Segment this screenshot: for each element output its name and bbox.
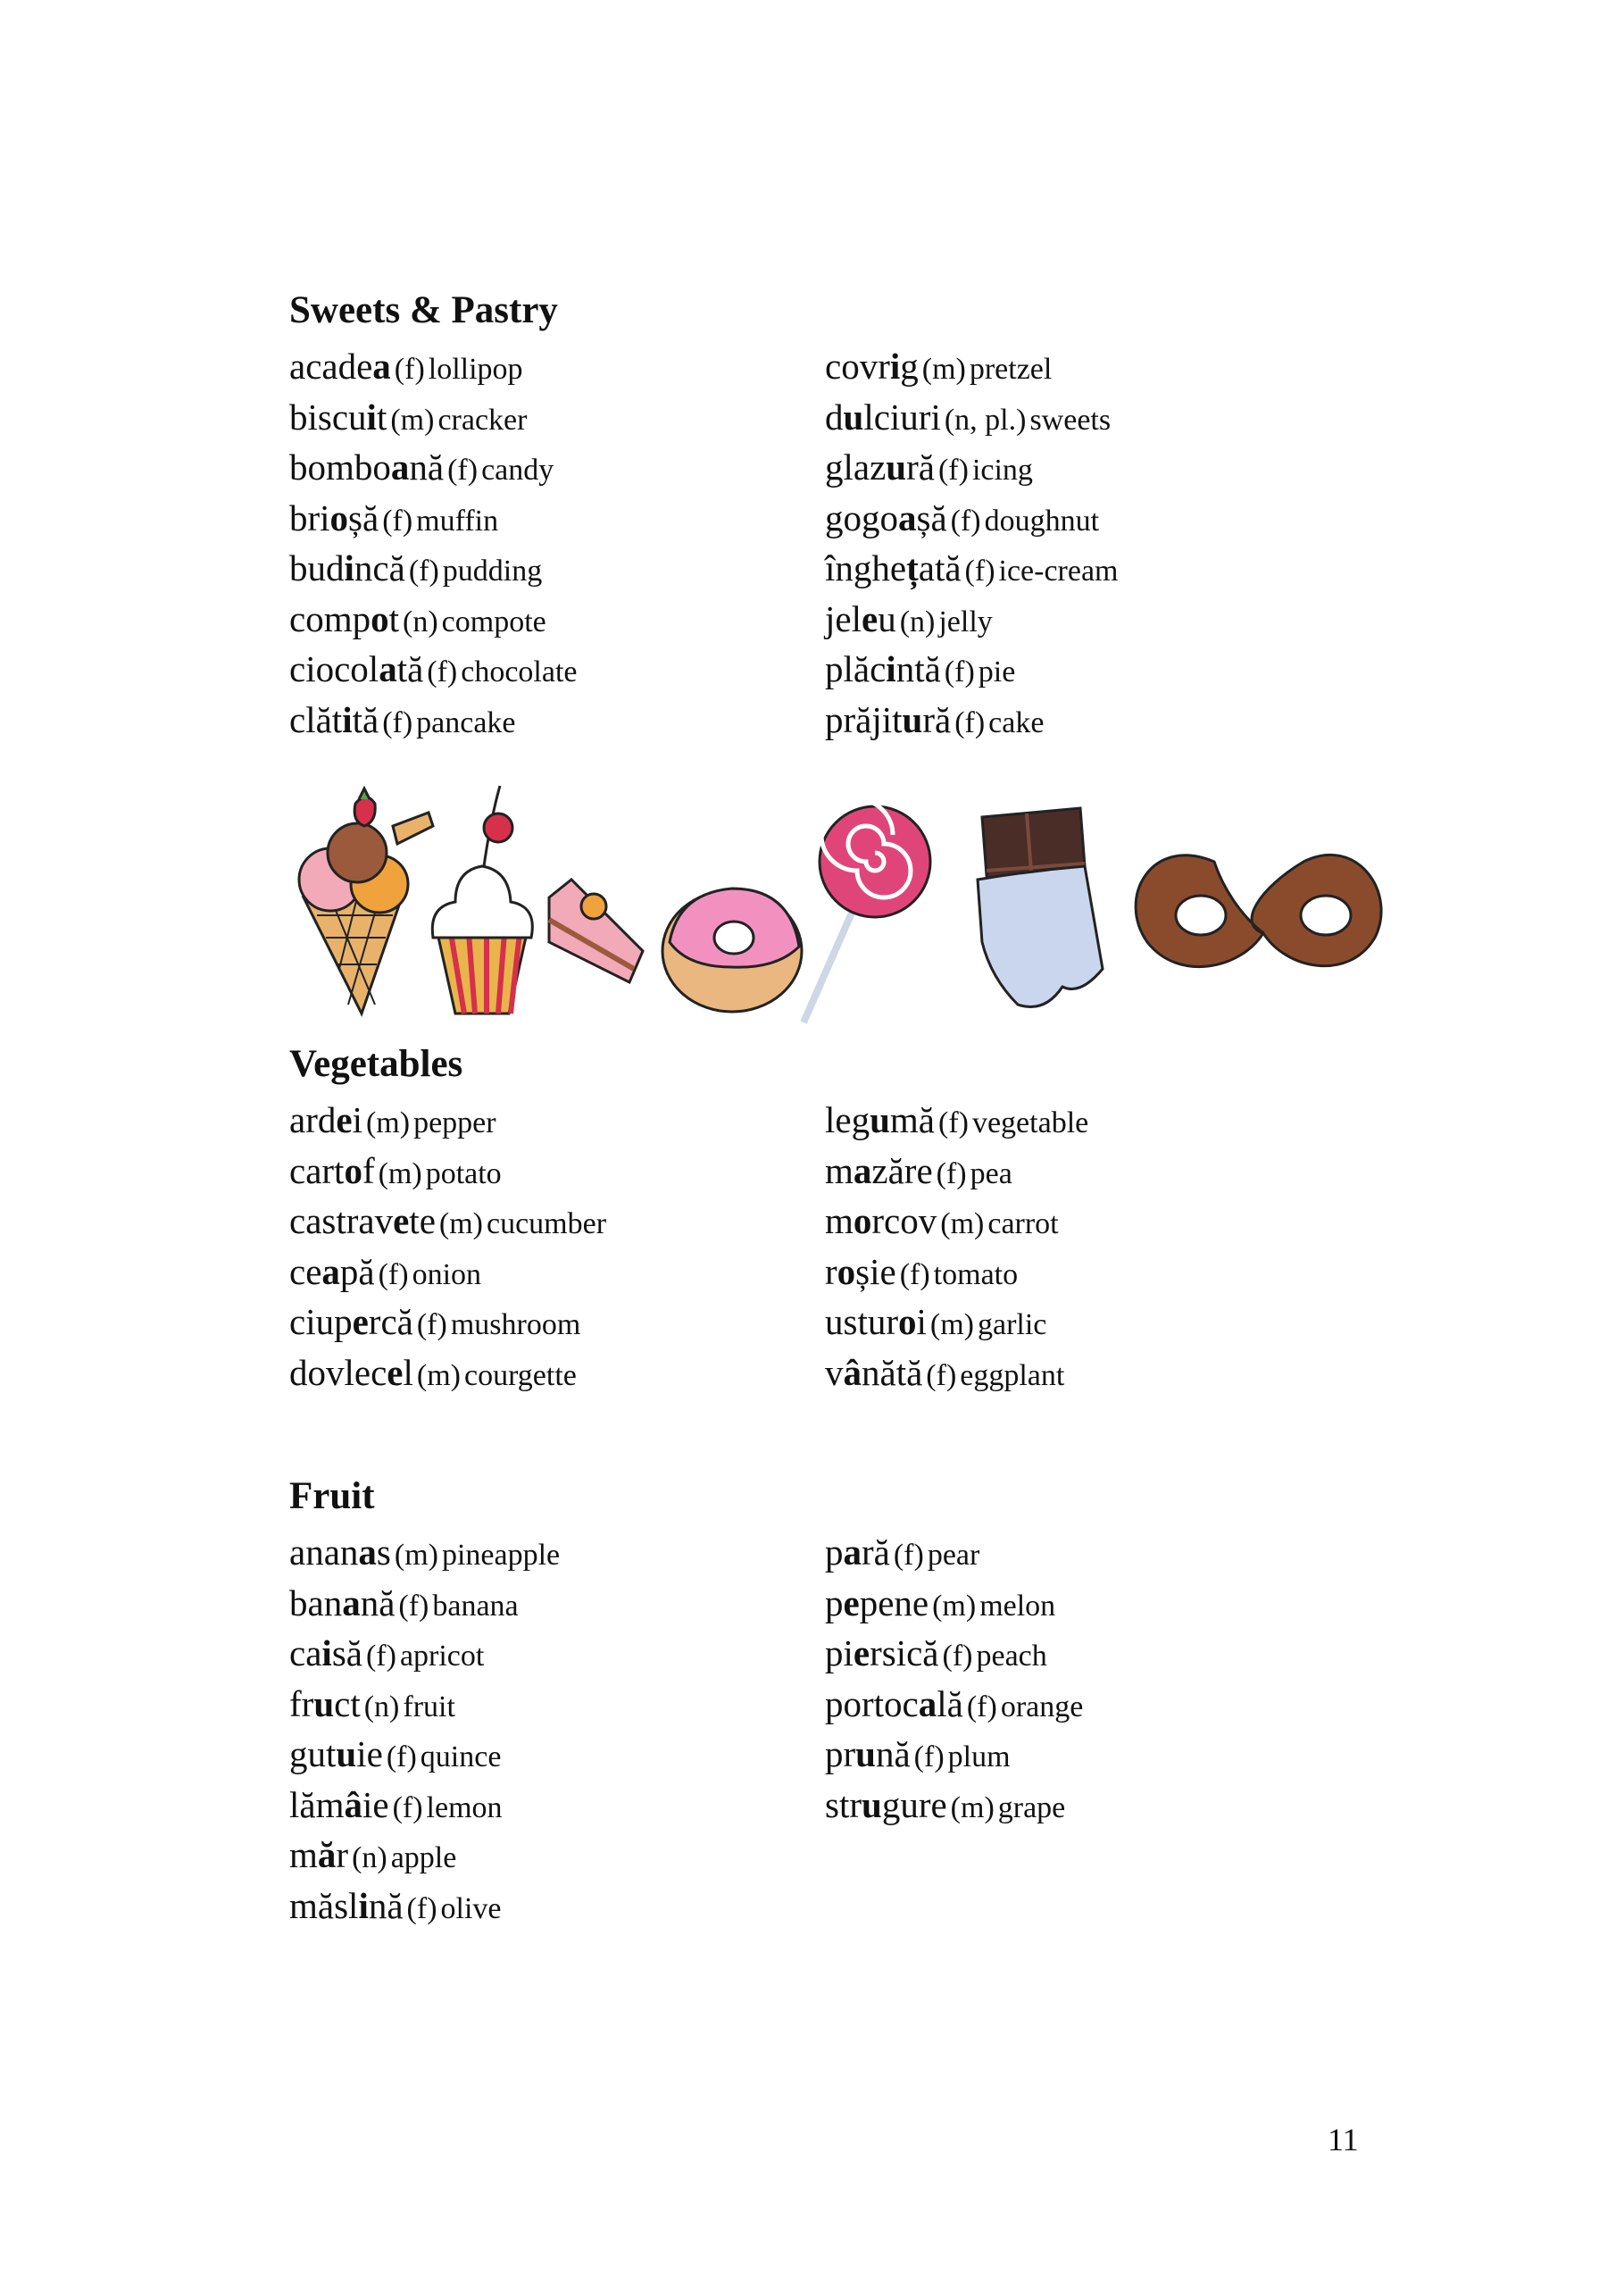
stressed-letter: u <box>843 396 864 438</box>
gender-tag: (f) <box>942 1640 973 1673</box>
english-translation: chocolate <box>461 655 578 688</box>
gender-tag: (f) <box>394 353 425 386</box>
english-translation: ice-cream <box>998 555 1119 588</box>
stressed-letter: ă <box>317 1834 337 1875</box>
vocab-entry <box>289 1527 825 1578</box>
stressed-letter: u <box>855 1733 876 1774</box>
stressed-letter: i <box>358 1884 369 1926</box>
romanian-word: usturoi <box>825 1301 927 1342</box>
gender-tag: (f) <box>954 705 986 739</box>
vocab-entry <box>289 1247 825 1298</box>
romanian-word: pepene <box>825 1581 929 1623</box>
english-translation: orange <box>1000 1690 1084 1723</box>
page-number: 11 <box>1328 2122 1359 2157</box>
stressed-letter: e <box>861 597 879 639</box>
romanian-word: înghețată <box>825 547 962 588</box>
romanian-word: morcov <box>825 1200 937 1241</box>
gender-tag: (m) <box>940 1207 985 1240</box>
vocab-column-left <box>289 1095 825 1398</box>
gender-tag: (f) <box>893 1539 924 1572</box>
english-translation: sweets <box>1029 403 1112 437</box>
english-translation: onion <box>412 1257 482 1291</box>
romanian-word: strugure <box>825 1783 947 1825</box>
romanian-word: biscuit <box>289 396 387 438</box>
stressed-letter: â <box>843 1351 862 1393</box>
vocab-column-right <box>825 1527 1361 1931</box>
gender-tag: (f) <box>926 1358 957 1392</box>
stressed-letter: o <box>837 1250 856 1292</box>
gender-tag: (m) <box>929 1308 974 1341</box>
romanian-word: jeleu <box>825 597 896 639</box>
romanian-word: mazăre <box>825 1149 933 1191</box>
vocab-entry <box>289 695 825 746</box>
romanian-word: roșie <box>825 1250 896 1292</box>
gender-tag: (f) <box>392 1790 423 1824</box>
stressed-letter: a <box>342 1581 361 1623</box>
gender-tag: (f) <box>938 1106 969 1139</box>
vocab-entry <box>289 1628 825 1679</box>
gender-tag: (f) <box>964 555 995 588</box>
english-translation: tomato <box>933 1257 1019 1291</box>
vocab-columns <box>289 341 1361 745</box>
stressed-letter: a <box>321 1250 340 1292</box>
stressed-letter: i <box>886 648 896 689</box>
romanian-word: ceapă <box>289 1250 375 1292</box>
romanian-word: covrig <box>825 346 919 387</box>
stressed-letter: o <box>853 1200 872 1241</box>
english-translation: cracker <box>437 403 528 437</box>
stressed-letter: i <box>366 396 377 438</box>
romanian-word: prăjitură <box>825 698 952 740</box>
stressed-letter: u <box>336 1733 357 1774</box>
gender-tag: (m) <box>932 1589 977 1623</box>
english-translation: peach <box>976 1640 1047 1673</box>
english-translation: pepper <box>413 1106 496 1139</box>
stressed-letter: i <box>344 547 354 588</box>
gender-tag: (m) <box>438 1207 483 1240</box>
stressed-letter: e <box>387 1351 404 1393</box>
vocab-entry <box>825 442 1361 493</box>
vocab-entry <box>825 1578 1361 1629</box>
romanian-word: lămâie <box>289 1783 389 1825</box>
english-translation: olive <box>440 1891 502 1925</box>
romanian-word: budincă <box>289 547 405 588</box>
vocab-entry <box>289 1679 825 1730</box>
section-sweets-pastry <box>289 291 1361 745</box>
stressed-letter: e <box>393 1200 410 1241</box>
english-translation: eggplant <box>960 1358 1065 1392</box>
vocab-entry <box>825 1729 1361 1780</box>
gender-tag: (m) <box>365 1106 411 1139</box>
english-translation: apple <box>390 1841 457 1874</box>
stressed-letter: a <box>898 496 917 538</box>
stressed-letter: e <box>843 1581 860 1623</box>
section-heading: Vegetables <box>289 1043 463 1085</box>
vocab-column-right <box>825 341 1361 745</box>
romanian-word: legumă <box>825 1099 935 1140</box>
english-translation: cucumber <box>486 1207 607 1240</box>
gender-tag: (m) <box>921 353 966 386</box>
gender-tag: (n) <box>403 605 438 638</box>
vocab-entry <box>825 493 1361 544</box>
gender-tag: (f) <box>365 1640 396 1673</box>
english-translation: compote <box>441 605 546 638</box>
vocab-entry <box>289 1578 825 1629</box>
romanian-word: caisă <box>289 1632 362 1673</box>
vocab-columns <box>289 1527 1361 1931</box>
english-translation: carrot <box>987 1207 1059 1240</box>
vocab-entry <box>289 1780 825 1831</box>
english-translation: melon <box>979 1589 1056 1623</box>
lollipop-icon <box>804 799 930 1022</box>
romanian-word: ananas <box>289 1531 391 1573</box>
vocab-entry <box>825 1196 1361 1247</box>
vocab-entry <box>825 1095 1361 1146</box>
romanian-word: măslină <box>289 1884 404 1926</box>
english-translation: fruit <box>403 1690 455 1723</box>
cupcake-icon <box>432 786 532 1014</box>
vocab-entry <box>825 1527 1361 1578</box>
section-heading: Sweets & Pastry <box>289 289 558 331</box>
vocab-entry <box>825 543 1361 594</box>
gender-tag: (m) <box>416 1358 461 1392</box>
vocab-entry <box>289 493 825 544</box>
english-translation: pie <box>978 655 1016 688</box>
vocab-entry <box>825 1348 1361 1398</box>
gender-tag: (n) <box>363 1690 400 1723</box>
sweets-illustration <box>277 764 1384 1040</box>
gender-tag: (f) <box>378 1257 409 1291</box>
vocab-column-right <box>825 1095 1361 1398</box>
romanian-word: ardei <box>289 1099 362 1140</box>
romanian-word: prună <box>825 1733 911 1774</box>
vocab-entry <box>289 341 825 392</box>
gender-tag: (f) <box>398 1589 429 1623</box>
vocab-entry <box>825 1780 1361 1831</box>
gender-tag: (f) <box>913 1740 945 1773</box>
vocab-entry <box>825 1297 1361 1348</box>
english-translation: lemon <box>426 1790 503 1824</box>
romanian-word: cartof <box>289 1149 375 1191</box>
stressed-letter: a <box>379 648 397 689</box>
chocolate-bar-icon <box>978 808 1103 1007</box>
stressed-letter: a <box>918 1682 937 1724</box>
english-translation: pineapple <box>441 1539 561 1572</box>
romanian-word: banană <box>289 1581 396 1623</box>
vocab-entry <box>289 1196 825 1247</box>
english-translation: candy <box>481 454 554 487</box>
gender-tag: (f) <box>937 454 969 487</box>
gender-tag: (f) <box>447 454 479 487</box>
vocab-entry <box>289 1830 825 1881</box>
romanian-word: fruct <box>289 1682 361 1724</box>
stressed-letter: a <box>390 446 410 488</box>
english-translation: potato <box>425 1156 502 1190</box>
gender-tag: (m) <box>378 1156 422 1190</box>
ice-cream-cone-icon <box>299 789 433 1014</box>
pretzel-icon <box>1136 855 1381 966</box>
vocab-entry <box>825 1628 1361 1679</box>
english-translation: pancake <box>416 705 516 739</box>
vocab-entry <box>825 1146 1361 1197</box>
english-translation: pea <box>970 1156 1012 1190</box>
english-translation: lollipop <box>428 353 523 386</box>
stressed-letter: a <box>358 1531 377 1573</box>
vocab-entry <box>825 1679 1361 1730</box>
stressed-letter: o <box>344 1149 362 1191</box>
gender-tag: (n) <box>899 605 936 638</box>
english-translation: courgette <box>464 1358 577 1392</box>
stressed-letter: i <box>889 346 901 387</box>
english-translation: garlic <box>978 1308 1047 1341</box>
gender-tag: (f) <box>427 655 458 688</box>
stressed-letter: ț <box>906 547 919 588</box>
vocab-columns <box>289 1095 1361 1398</box>
vocab-entry <box>289 1297 825 1348</box>
stressed-letter: o <box>329 496 349 538</box>
vocab-entry <box>289 1095 825 1146</box>
vocab-entry <box>825 1247 1361 1298</box>
english-translation: plum <box>947 1740 1011 1773</box>
section-vegetables <box>289 1045 1361 1398</box>
vocab-entry <box>825 594 1361 645</box>
english-translation: pudding <box>442 555 543 588</box>
romanian-word: castravete <box>289 1200 436 1241</box>
gender-tag: (n, pl.) <box>944 403 1027 437</box>
romanian-word: dulciuri <box>825 396 941 438</box>
vocab-entry <box>289 392 825 443</box>
stressed-letter: e <box>853 1632 870 1673</box>
vocab-entry <box>825 341 1361 392</box>
gender-tag: (f) <box>382 504 413 538</box>
gender-tag: (n) <box>352 1841 387 1874</box>
stressed-letter: a <box>853 1149 872 1191</box>
gender-tag: (m) <box>390 403 435 437</box>
romanian-word: brioșă <box>289 496 379 538</box>
section-heading: Fruit <box>289 1475 375 1517</box>
english-translation: jelly <box>938 605 993 638</box>
doughnut-icon <box>662 889 802 1012</box>
gender-tag: (f) <box>950 504 981 538</box>
romanian-word: plăcintă <box>825 648 941 689</box>
stressed-letter: u <box>862 1783 882 1825</box>
english-translation: apricot <box>399 1640 485 1673</box>
romanian-word: ciocolată <box>289 648 424 689</box>
vocab-column-left <box>289 341 825 745</box>
english-translation: quince <box>420 1740 502 1773</box>
gender-tag: (f) <box>386 1740 417 1773</box>
romanian-word: clătită <box>289 698 379 740</box>
vocab-entry <box>825 644 1361 695</box>
romanian-word: gogoașă <box>825 496 947 538</box>
romanian-word: pară <box>825 1531 890 1573</box>
romanian-word: dovlecel <box>289 1351 413 1393</box>
gender-tag: (m) <box>950 1790 995 1824</box>
gender-tag: (f) <box>382 705 413 739</box>
vocab-entry <box>825 695 1361 746</box>
stressed-letter: o <box>371 597 389 639</box>
romanian-word: acadea <box>289 346 391 387</box>
romanian-word: măr <box>289 1834 349 1875</box>
vocab-entry <box>289 644 825 695</box>
vocab-entry <box>289 543 825 594</box>
gender-tag: (f) <box>944 655 975 688</box>
vocab-entry <box>289 1729 825 1780</box>
stressed-letter: e <box>352 1301 369 1342</box>
vocab-column-left <box>289 1527 825 1931</box>
vocab-entry <box>289 1881 825 1932</box>
romanian-word: vânătă <box>825 1351 923 1393</box>
stressed-letter: u <box>313 1682 335 1724</box>
romanian-word: portocală <box>825 1682 963 1724</box>
romanian-word: bomboană <box>289 446 445 488</box>
stressed-letter: a <box>843 1531 862 1573</box>
stressed-letter: u <box>886 446 907 488</box>
stressed-letter: i <box>321 1632 332 1673</box>
gender-tag: (f) <box>416 1308 447 1341</box>
english-translation: vegetable <box>971 1106 1089 1139</box>
vocab-entry <box>289 594 825 645</box>
vocab-entry <box>289 1146 825 1197</box>
cake-slice-icon <box>549 880 643 982</box>
english-translation: pretzel <box>969 353 1053 386</box>
english-translation: banana <box>432 1589 519 1623</box>
english-translation: pear <box>927 1539 980 1572</box>
romanian-word: glazură <box>825 446 935 488</box>
gender-tag: (f) <box>408 555 439 588</box>
stressed-letter: u <box>870 1099 890 1140</box>
section-fruit <box>289 1477 1361 1931</box>
gender-tag: (m) <box>394 1539 438 1572</box>
vocab-entry <box>289 442 825 493</box>
gender-tag: (f) <box>936 1156 967 1190</box>
stressed-letter: a <box>372 346 391 387</box>
vocab-entry <box>289 1348 825 1398</box>
romanian-word: ciupercă <box>289 1301 413 1342</box>
romanian-word: piersică <box>825 1632 939 1673</box>
stressed-letter: i <box>342 698 353 740</box>
english-translation: cake <box>988 705 1045 739</box>
stressed-letter: â <box>344 1783 362 1825</box>
gender-tag: (f) <box>406 1891 437 1925</box>
english-translation: icing <box>971 454 1033 487</box>
romanian-word: gutuie <box>289 1733 383 1774</box>
english-translation: doughnut <box>984 504 1100 538</box>
stressed-letter: u <box>902 698 923 740</box>
english-translation: grape <box>997 1790 1066 1824</box>
stressed-letter: o <box>898 1301 917 1342</box>
english-translation: mushroom <box>450 1308 581 1341</box>
gender-tag: (f) <box>966 1690 997 1723</box>
gender-tag: (f) <box>899 1257 930 1291</box>
english-translation: muffin <box>416 504 499 538</box>
romanian-word: compot <box>289 597 399 639</box>
vocab-entry <box>825 392 1361 443</box>
stressed-letter: e <box>336 1099 353 1140</box>
